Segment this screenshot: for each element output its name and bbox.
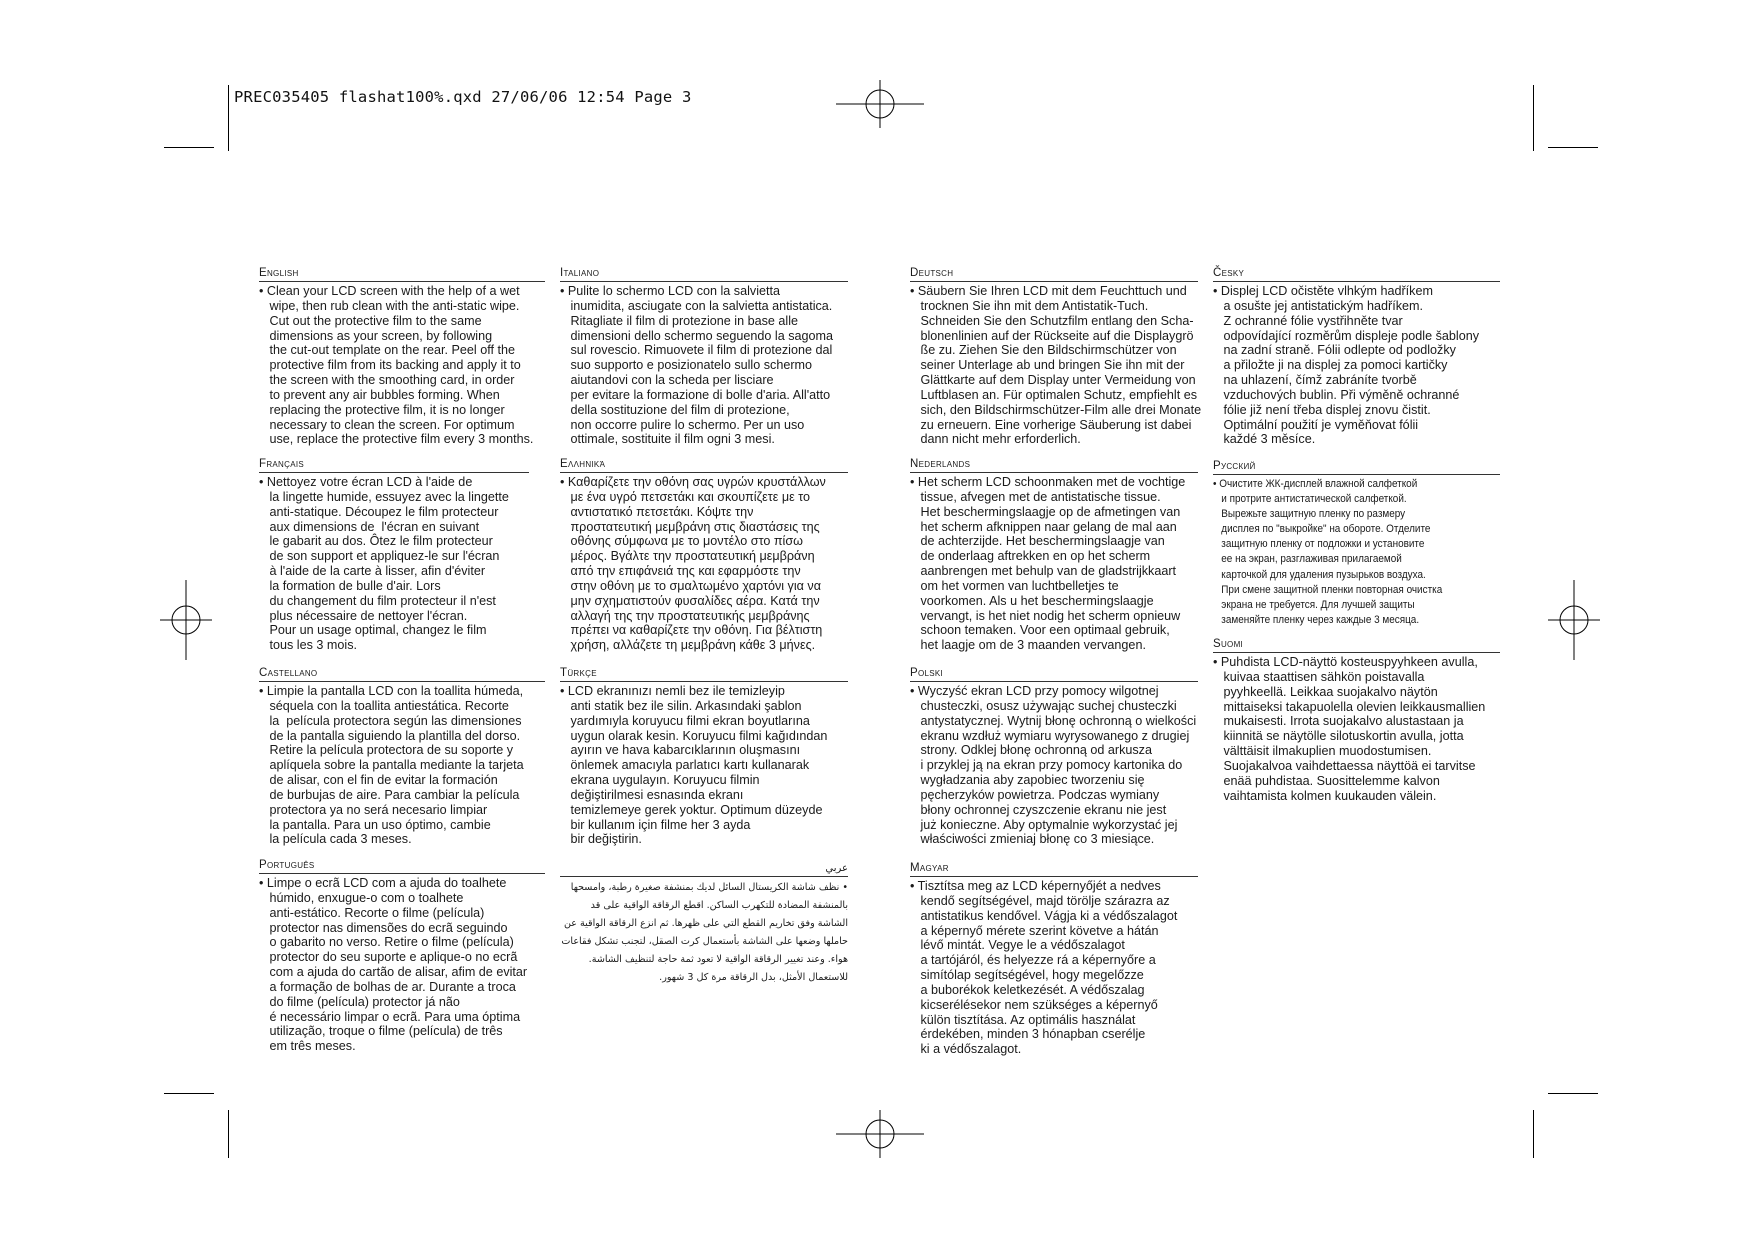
section-body: • نظف شاشة الكريستال السائل لديك بمنشفة صغيرة رطبة، وامسحها بالمنشفة المضادة للتكهرب الساكن. اقطع الرقاقة الواقية على قد الشاشة وفق تخاريم القطع التي على ظهرها. ثم انزع الرقاقة الواقية عن حاملها وضعها على الشاشة بأستعمال كرت الصقل، لتجنب تشكل فقاعات هواء. وعند تغيير الرقاقة الواقية لا تعود ثمة حاجة لتنظيف الشاشة. للاستعمال الأمثل، بدل الرقاقة مرة كل 3 شهور. xyxy=(561,882,848,983)
section-portugues xyxy=(259,859,545,1054)
section-title: Polski xyxy=(910,667,1198,682)
section-title: Русский xyxy=(1213,460,1500,475)
section-title: Français xyxy=(259,458,529,473)
section-body: • LCD ekranınızı nemli bez ile temizleyip anti statik bez ile silin. Arkasındaki şablon yardımıyla koruyucu filmi ekran boyutlarına uygun olarak kesin. Koruyucu filmi kağıdından ayırın ve hava kabarcıklarının oluşmasını önlemek amacıyla parlatıcı kartı kullanarak ekrana uygulayın. Koruyucu filmin değiştirilmesi esnasında ekranı temizlemeye gerek yoktur. Optimum düzeyde bir kullanım için filme her 3 ayda bir değiştirin. xyxy=(560,684,828,847)
section-greek xyxy=(560,458,848,653)
section-castellano xyxy=(259,667,545,847)
section-title: Italiano xyxy=(560,267,848,282)
section-suomi xyxy=(1213,638,1500,803)
crop-mark xyxy=(1548,1093,1598,1094)
crop-mark xyxy=(164,147,214,148)
section-cesky xyxy=(1213,267,1500,447)
crop-mark xyxy=(1533,1110,1534,1158)
section-title: Türkçe xyxy=(560,667,848,682)
registration-mark-icon xyxy=(1548,580,1600,660)
registration-mark-icon xyxy=(836,80,924,128)
section-title: عربي xyxy=(560,862,848,877)
section-deutsch xyxy=(910,267,1202,447)
section-english xyxy=(259,267,545,447)
section-title: Suomi xyxy=(1213,638,1500,653)
crop-mark xyxy=(228,1110,229,1158)
crop-mark xyxy=(1548,147,1598,148)
section-title: Português xyxy=(259,859,545,874)
section-italiano xyxy=(560,267,848,447)
section-nederlands xyxy=(910,458,1198,653)
section-body: • Limpe o ecrã LCD com a ajuda do toalhete húmido, enxugue-o com o toalhete anti-estático. Recorte o filme (película) protector nas dimensões do ecrã seguindo o gabarito no verso. Retire o filme (película) protector do seu suporte e aplique-o no ecrã com a ajuda do cartão de alisar, afim de evitar a formação de bolhas de ar. Durante a troca do filme (película) protector já não é necessário limpar o ecrã. Para uma óptima utilização, troque o filme (película) de três em três meses. xyxy=(259,876,528,1054)
section-body: • Очистите ЖК-дисплей влажной салфеткой и протрите антистатической салфеткой. Вырежьте защитную пленку по размеру дисплея по "выкройке" на обороте. Отделите защитную пленку от подложки и установите ее на экран, разглаживая прилагаемой карточкой для удаления пузырьков воздуха. При смене защитной пленки повторная очистка экрана не требуется. Для лучшей защиты заменяйте пленку через каждые 3 месяца. xyxy=(1213,478,1443,626)
section-arabic xyxy=(560,862,848,987)
section-body: • Puhdista LCD-näyttö kosteuspyyhkeen avulla, kuivaa staattisen sähkön poistavalla pyyhkeellä. Leikkaa suojakalvo näytön mittaiseksi takapuolella olevien leikkausmallien mukaisesti. Irrota suojakalvo alustastaan ja kiinnitä se näytölle silotuskortin avulla, jotta välttäisit ilmakuplien muodostumisen. Suojakalvoa vaihdettaessa näyttöä ei tarvitse enää puhdistaa. Suosittelemme kalvon vaihtamista kolmen kuukauden välein. xyxy=(1213,655,1486,803)
section-title: Ελληνικά xyxy=(560,458,848,473)
section-body: • Καθαρίζετε την οθόνη σας υγρών κρυστάλλων με ένα υγρό πετσετάκι και σκουπίζετε με το αντιστατικό πετσετάκι. Κόψτε την προστατευτική μεμβράνη στις διαστάσεις της οθόνης σύμφωνα με το μοντέλο στο πίσω μέρος. Βγάλτε την προστατευτική μεμβράνη από την επιφάνειά της και εφαρμόστε την στην οθόνη με το σμαλτωμένο χαρτόνι για να μην σχηματιστούν φυσαλίδες αέρα. Κατά την αλλαγή της την προστατευτικής μεμβράνης πρέπει να καθαρίζετε την οθόνη. Για βέλτιστη χρήση, αλλάζετε τη μεμβράνη κάθε 3 μήνες. xyxy=(560,475,826,653)
section-body: • Wyczyść ekran LCD przy pomocy wilgotnej chusteczki, osusz używając suchej chusteczki antystatycznej. Wytnij błonę ochronną o wielkości ekranu wzdłuż wymiaru wyrysowanego z drugiej strony. Odklej błonę ochronną od arkusza i przyklej ją na ekran przy pomocy kartonika do wygładzania aby zapobiec tworzeniu się pęcherzyków powietrza. Podczas wymiany błony ochronnej czyszczenie ekranu nie jest już konieczne. Aby optymalnie wykorzystać jej właściwości zmieniaj błonę co 3 miesiące. xyxy=(910,684,1197,847)
section-body: • Säubern Sie Ihren LCD mit dem Feuchttuch und trocknen Sie ihn mit dem Antistatik-Tuch. Schneiden Sie den Schutzfilm entlang den Scha- blonenlinien auf der Rückseite auf die Displaygrö ße zu. Ziehen Sie den Bildschirmschützer von seiner Unterlage ab und bringen Sie ihn mit der Glättkarte auf dem Display unter Vermeidung von Luftblasen an. Für optimalen Schutz, empfiehlt es sich, den Bildschirmschützer-Film alle drei Monate zu erneuern. Eine vorherige Säuberung ist dabei dann nicht mehr erforderlich. xyxy=(910,284,1202,447)
section-body: • Pulite lo schermo LCD con la salvietta inumidita, asciugate con la salvietta antistatica. Ritagliate il film di protezione in base alle dimensioni dello schermo seguendo la sagoma sul rovescio. Rimuovete il film di protezione dal suo supporto e posizionatelo sullo schermo aiutandovi con la scheda per lisciare per evitare la formazione di bolle d'aria. All'atto della sostituzione del film di protezione, non occorre pulire lo schermo. Per un uso ottimale, sostituite il film ogni 3 mesi. xyxy=(560,284,834,447)
section-body: • Nettoyez votre écran LCD à l'aide de la lingette humide, essuyez avec la lingette anti-statique. Découpez le film protecteur aux dimensions de l'écran en suivant le gabarit au dos. Ôtez le film protecteur de son support et appliquez-le sur l'écran à l'aide de la carte à lisser, afin d'éviter la formation de bulle d'air. Lors du changement du film protecteur il n'est plus nécessaire de nettoyer l'écran. Pour un usage optimal, changez le film tous les 3 mois. xyxy=(259,475,509,653)
section-body: • Clean your LCD screen with the help of a wet wipe, then rub clean with the anti-static wipe. Cut out the protective film to the same dimensions as your screen, by following the cut-out template on the rear. Peel off the protective film from its backing and apply it to the screen with the smoothing card, in order to prevent any air bubbles forming. When replacing the protective film, it is no longer necessary to clean the screen. For optimum use, replace the protective film every 3 months. xyxy=(259,284,534,447)
section-title: English xyxy=(259,267,545,282)
section-title: Magyar xyxy=(910,862,1198,877)
section-body: • Het scherm LCD schoonmaken met de vochtige tissue, afvegen met de antistatische tissue. Het beschermingslaagje op de afmetingen van het scherm afknippen naar gelang de mal aan de achterzijde. Het beschermingslaagje van de onderlaag aftrekken en op het scherm aanbrengen met behulp van de gladstrijkkaart om het vormen van luchtbelletjes te voorkomen. Als u het beschermingslaagje vervangt, is het niet nodig het scherm opnieuw schoon temaken. Voor een optimaal gebruik, het laagje om de 3 maanden vervangen. xyxy=(910,475,1186,653)
section-title: Castellano xyxy=(259,667,545,682)
section-francais xyxy=(259,458,529,653)
section-polski xyxy=(910,667,1198,847)
file-slug: PREC035405 flashat100%.qxd 27/06/06 12:54 Page 3 xyxy=(234,88,692,106)
section-body: • Tisztítsa meg az LCD képernyőjét a nedves kendő segítségével, majd törölje szárazra az antistatikus kendővel. Vágja ki a védőszalagot a képernyő mérete szerint követve a hátán lévő mintát. Vegye le a védőszalagot a tartójáról, és helyezze rá a képernyőre a simítólap segítségével, hogy megelőzze a buborékok keletkezését. A védőszalag kicserélésekor nem szükséges a képernyő külön tisztítása. Az optimális használat érdekében, minden 3 hónapban cserélje ki a védőszalagot. xyxy=(910,879,1178,1057)
registration-mark-icon xyxy=(160,580,212,660)
section-magyar xyxy=(910,862,1198,1057)
crop-mark xyxy=(1533,85,1534,151)
section-russian xyxy=(1213,460,1500,628)
section-turkce xyxy=(560,667,848,847)
crop-mark xyxy=(228,85,229,151)
section-body: • Limpie la pantalla LCD con la toallita húmeda, séquela con la toallita antiestática. Recorte la película protectora según las dimensiones de la pantalla siguiendo la plantilla del dorso. Retire la película protectora de su soporte y aplíquela sobre la pantalla mediante la tarjeta de alisar, con el fin de evitar la formación de burbujas de aire. Para cambiar la película protectora ya no será necesario limpiar la pantalla. Para un uso óptimo, cambie la película cada 3 meses. xyxy=(259,684,524,847)
section-title: Česky xyxy=(1213,267,1500,282)
section-body: • Displej LCD očistěte vlhkým hadříkem a osušte jej antistatickým hadříkem. Z ochranné fólie vystřihněte tvar odpovídající rozměrům displeje podle šablony na zadní straně. Fólii odlepte od podložky a přiložte ji na displej za pomoci kartičky na uhlazení, čímž zabráníte tvorbě vzduchových bublin. Při výměně ochranné fólie již není třeba displej znovu čistit. Optimální použití je vyměňovat fólii každé 3 měsíce. xyxy=(1213,284,1480,447)
section-title: Deutsch xyxy=(910,267,1198,282)
crop-mark xyxy=(164,1093,214,1094)
section-title: Nederlands xyxy=(910,458,1198,473)
registration-mark-icon xyxy=(836,1110,924,1158)
